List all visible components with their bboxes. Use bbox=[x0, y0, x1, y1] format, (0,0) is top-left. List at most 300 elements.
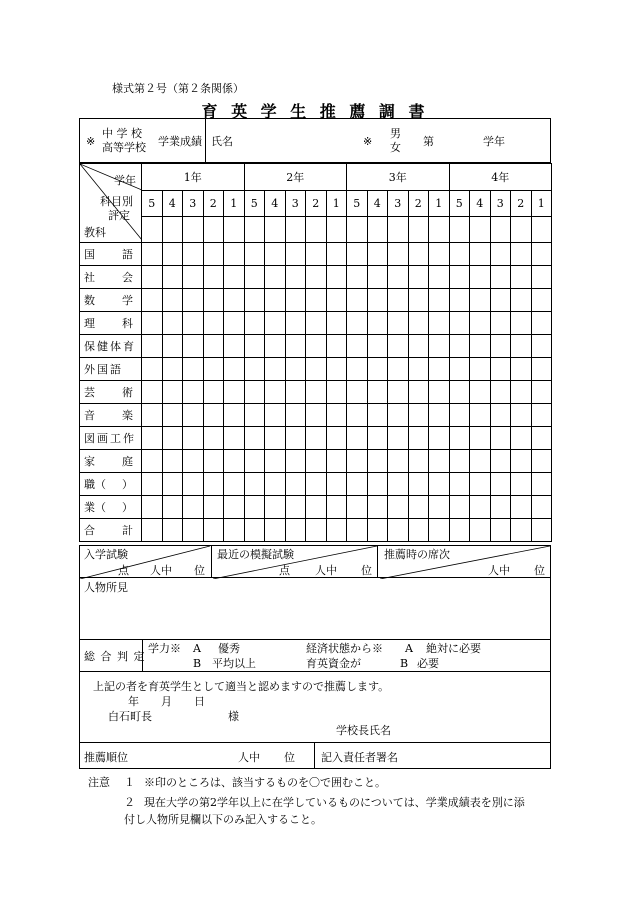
grade-cell[interactable] bbox=[388, 312, 409, 335]
grade-cell[interactable] bbox=[511, 450, 532, 473]
grade-cell[interactable] bbox=[183, 404, 204, 427]
grade-cell[interactable] bbox=[285, 217, 306, 243]
grade-cell[interactable] bbox=[347, 519, 368, 542]
grade-cell[interactable] bbox=[429, 381, 450, 404]
grade-cell[interactable] bbox=[511, 496, 532, 519]
grade-cell[interactable] bbox=[408, 427, 429, 450]
grade-cell[interactable] bbox=[470, 450, 491, 473]
grade-cell[interactable] bbox=[449, 404, 470, 427]
grade-cell[interactable] bbox=[429, 312, 450, 335]
grade-cell[interactable] bbox=[285, 450, 306, 473]
grade-cell[interactable] bbox=[244, 427, 265, 450]
grade-cell[interactable] bbox=[449, 450, 470, 473]
grade-cell[interactable] bbox=[470, 496, 491, 519]
grade-cell[interactable] bbox=[367, 243, 388, 266]
grade-cell[interactable] bbox=[285, 404, 306, 427]
grade-cell[interactable] bbox=[511, 289, 532, 312]
grade-cell[interactable] bbox=[285, 496, 306, 519]
grade-cell[interactable] bbox=[408, 217, 429, 243]
grade-cell[interactable] bbox=[142, 427, 163, 450]
grade-cell[interactable] bbox=[265, 450, 286, 473]
grade-cell[interactable] bbox=[244, 381, 265, 404]
grade-cell[interactable] bbox=[511, 427, 532, 450]
grade-cell[interactable] bbox=[265, 473, 286, 496]
grade-cell[interactable] bbox=[490, 404, 511, 427]
score-header: 5 bbox=[347, 191, 368, 217]
grade-cell[interactable] bbox=[326, 217, 347, 243]
grade-cell[interactable] bbox=[429, 427, 450, 450]
exams-row bbox=[79, 545, 551, 578]
grade-cell[interactable] bbox=[326, 381, 347, 404]
grade-cell[interactable] bbox=[449, 335, 470, 358]
date-line: 年 月 日 bbox=[128, 695, 205, 708]
grade-cell[interactable] bbox=[531, 427, 552, 450]
grade-cell[interactable] bbox=[244, 519, 265, 542]
grade-cell[interactable] bbox=[142, 404, 163, 427]
grade-cell[interactable] bbox=[265, 427, 286, 450]
grade-cell[interactable] bbox=[326, 427, 347, 450]
grade-cell[interactable] bbox=[224, 473, 245, 496]
grade-cell[interactable] bbox=[142, 243, 163, 266]
grade-cell[interactable] bbox=[388, 217, 409, 243]
grade-cell[interactable] bbox=[265, 266, 286, 289]
grade-cell[interactable] bbox=[285, 358, 306, 381]
grade-cell[interactable] bbox=[429, 358, 450, 381]
grade-cell[interactable] bbox=[203, 473, 224, 496]
grade-cell[interactable] bbox=[388, 381, 409, 404]
grade-cell[interactable] bbox=[449, 266, 470, 289]
grade-cell[interactable] bbox=[429, 289, 450, 312]
grade-cell[interactable] bbox=[306, 381, 327, 404]
grade-cell[interactable] bbox=[162, 404, 183, 427]
grade-cell[interactable] bbox=[183, 217, 204, 243]
grade-cell[interactable] bbox=[511, 473, 532, 496]
grade-cell[interactable] bbox=[347, 335, 368, 358]
grade-cell[interactable] bbox=[429, 450, 450, 473]
grade-cell[interactable] bbox=[203, 519, 224, 542]
grade-cell[interactable] bbox=[183, 473, 204, 496]
grade-cell[interactable] bbox=[347, 217, 368, 243]
grade-cell[interactable] bbox=[265, 404, 286, 427]
grade-cell[interactable] bbox=[531, 381, 552, 404]
grade-cell[interactable] bbox=[408, 243, 429, 266]
grade-cell[interactable] bbox=[367, 519, 388, 542]
score-header: 5 bbox=[142, 191, 163, 217]
grade-cell[interactable] bbox=[162, 289, 183, 312]
grade-cell[interactable] bbox=[285, 335, 306, 358]
grade-cell[interactable] bbox=[531, 450, 552, 473]
grade-cell[interactable] bbox=[531, 358, 552, 381]
grade-cell[interactable] bbox=[449, 289, 470, 312]
grade-cell[interactable] bbox=[306, 312, 327, 335]
grade-cell[interactable] bbox=[449, 519, 470, 542]
grade-cell[interactable] bbox=[408, 266, 429, 289]
grade-cell[interactable] bbox=[265, 217, 286, 243]
grade-cell[interactable] bbox=[224, 427, 245, 450]
grade-cell[interactable] bbox=[203, 312, 224, 335]
grade-cell[interactable] bbox=[224, 266, 245, 289]
grade-cell[interactable] bbox=[183, 266, 204, 289]
grade-cell[interactable] bbox=[490, 519, 511, 542]
grade-cell[interactable] bbox=[183, 358, 204, 381]
grade-cell[interactable] bbox=[306, 427, 327, 450]
grade-cell[interactable] bbox=[224, 289, 245, 312]
note-1-number: １ bbox=[124, 776, 135, 789]
grade-cell[interactable] bbox=[244, 335, 265, 358]
grade-cell[interactable] bbox=[470, 266, 491, 289]
grade-cell[interactable] bbox=[203, 243, 224, 266]
grade-cell[interactable] bbox=[142, 335, 163, 358]
place-label: 位 bbox=[361, 564, 372, 577]
grade-cell[interactable] bbox=[347, 427, 368, 450]
grade-cell[interactable] bbox=[306, 404, 327, 427]
grade-cell[interactable] bbox=[265, 381, 286, 404]
grade-cell[interactable] bbox=[162, 450, 183, 473]
grade-cell[interactable] bbox=[142, 473, 163, 496]
grade-cell[interactable] bbox=[470, 427, 491, 450]
grade-cell[interactable] bbox=[183, 312, 204, 335]
grade-cell[interactable] bbox=[347, 243, 368, 266]
grade-cell[interactable] bbox=[470, 335, 491, 358]
grade-cell[interactable] bbox=[203, 358, 224, 381]
grade-cell[interactable] bbox=[490, 312, 511, 335]
grade-cell[interactable] bbox=[306, 335, 327, 358]
grade-cell[interactable] bbox=[449, 496, 470, 519]
grade-cell[interactable] bbox=[388, 335, 409, 358]
grade-cell[interactable] bbox=[224, 450, 245, 473]
grade-cell[interactable] bbox=[388, 404, 409, 427]
grade-cell[interactable] bbox=[408, 450, 429, 473]
grade-cell[interactable] bbox=[326, 358, 347, 381]
grade-cell[interactable] bbox=[531, 312, 552, 335]
order-label: 推薦順位 bbox=[84, 751, 128, 764]
grade-cell[interactable] bbox=[347, 312, 368, 335]
grade-cell[interactable] bbox=[408, 473, 429, 496]
grade-cell[interactable] bbox=[326, 243, 347, 266]
grade-cell[interactable] bbox=[490, 217, 511, 243]
grade-cell[interactable] bbox=[347, 381, 368, 404]
grade-cell[interactable] bbox=[265, 519, 286, 542]
grade-cell[interactable] bbox=[183, 450, 204, 473]
grade-cell[interactable] bbox=[265, 496, 286, 519]
grade-cell[interactable] bbox=[285, 381, 306, 404]
grade-cell[interactable] bbox=[162, 335, 183, 358]
grade-cell[interactable] bbox=[429, 335, 450, 358]
grade-cell[interactable] bbox=[490, 427, 511, 450]
grade-cell[interactable] bbox=[203, 289, 224, 312]
grade-cell[interactable] bbox=[224, 243, 245, 266]
grade-cell[interactable] bbox=[285, 243, 306, 266]
grade-cell[interactable] bbox=[367, 289, 388, 312]
grade-cell[interactable] bbox=[367, 427, 388, 450]
grade-cell[interactable] bbox=[306, 243, 327, 266]
grade-cell[interactable] bbox=[142, 217, 163, 243]
grade-cell[interactable] bbox=[265, 335, 286, 358]
grade-cell[interactable] bbox=[388, 358, 409, 381]
grade-cell[interactable] bbox=[531, 473, 552, 496]
grade-cell[interactable] bbox=[162, 312, 183, 335]
grade-cell[interactable] bbox=[367, 217, 388, 243]
subject-part: 外国語 bbox=[84, 363, 123, 376]
grade-cell[interactable] bbox=[183, 519, 204, 542]
grade-cell[interactable] bbox=[306, 217, 327, 243]
grade-cell[interactable] bbox=[203, 381, 224, 404]
grade-cell[interactable] bbox=[244, 496, 265, 519]
grade-cell[interactable] bbox=[429, 496, 450, 519]
grade-cell[interactable] bbox=[265, 358, 286, 381]
grade-cell[interactable] bbox=[306, 289, 327, 312]
score-header: 4 bbox=[470, 191, 491, 217]
grade-cell[interactable] bbox=[531, 217, 552, 243]
grade-cell[interactable] bbox=[531, 243, 552, 266]
grade-cell[interactable] bbox=[490, 266, 511, 289]
grade-cell[interactable] bbox=[244, 217, 265, 243]
grade-cell[interactable] bbox=[142, 519, 163, 542]
grade-cell[interactable] bbox=[511, 243, 532, 266]
grade-cell[interactable] bbox=[511, 335, 532, 358]
grade-cell[interactable] bbox=[470, 289, 491, 312]
grade-cell[interactable] bbox=[511, 519, 532, 542]
grade-cell[interactable] bbox=[490, 335, 511, 358]
grade-cell[interactable] bbox=[531, 289, 552, 312]
grade-cell[interactable] bbox=[470, 519, 491, 542]
grade-cell[interactable] bbox=[244, 266, 265, 289]
grade-cell[interactable] bbox=[203, 404, 224, 427]
grade-cell[interactable] bbox=[285, 427, 306, 450]
grade-cell[interactable] bbox=[429, 243, 450, 266]
grade-cell[interactable] bbox=[285, 312, 306, 335]
grade-cell[interactable] bbox=[408, 381, 429, 404]
grade-cell[interactable] bbox=[183, 496, 204, 519]
grade-cell[interactable] bbox=[183, 335, 204, 358]
grade-cell[interactable] bbox=[244, 450, 265, 473]
grade-cell[interactable] bbox=[511, 381, 532, 404]
grade-cell[interactable] bbox=[162, 266, 183, 289]
grade-cell[interactable] bbox=[347, 450, 368, 473]
grade-cell[interactable] bbox=[408, 358, 429, 381]
grade-cell[interactable] bbox=[306, 266, 327, 289]
sama-label: 様 bbox=[228, 710, 239, 723]
grade-cell[interactable] bbox=[162, 427, 183, 450]
grade-cell[interactable] bbox=[224, 496, 245, 519]
grade-cell[interactable] bbox=[531, 519, 552, 542]
grade-cell[interactable] bbox=[367, 312, 388, 335]
grade-cell[interactable] bbox=[183, 427, 204, 450]
grade-cell[interactable] bbox=[142, 496, 163, 519]
grade-cell[interactable] bbox=[244, 289, 265, 312]
grade-cell[interactable] bbox=[367, 450, 388, 473]
grade-cell[interactable] bbox=[244, 243, 265, 266]
grade-cell[interactable] bbox=[162, 473, 183, 496]
grade-cell[interactable] bbox=[326, 312, 347, 335]
grade-cell[interactable] bbox=[326, 335, 347, 358]
subject-row bbox=[80, 427, 552, 450]
grade-cell[interactable] bbox=[388, 450, 409, 473]
grade-cell[interactable] bbox=[470, 473, 491, 496]
grade-cell[interactable] bbox=[408, 289, 429, 312]
grade-cell[interactable] bbox=[265, 312, 286, 335]
grade-cell[interactable] bbox=[449, 217, 470, 243]
scholarship-label: 育英資金が bbox=[306, 657, 361, 670]
grade-cell[interactable] bbox=[490, 289, 511, 312]
subject-name bbox=[80, 289, 142, 312]
grade-cell[interactable] bbox=[224, 381, 245, 404]
grade-cell[interactable] bbox=[265, 289, 286, 312]
grade-cell[interactable] bbox=[388, 427, 409, 450]
grade-cell[interactable] bbox=[470, 381, 491, 404]
grade-cell[interactable] bbox=[183, 381, 204, 404]
score-header: 4 bbox=[162, 191, 183, 217]
grade-cell[interactable] bbox=[306, 473, 327, 496]
grade-cell[interactable] bbox=[470, 243, 491, 266]
grade-cell[interactable] bbox=[306, 496, 327, 519]
grade-cell[interactable] bbox=[449, 381, 470, 404]
grade-cell[interactable] bbox=[244, 473, 265, 496]
grade-cell[interactable] bbox=[490, 243, 511, 266]
grade-cell[interactable] bbox=[203, 335, 224, 358]
subject-part: 理 bbox=[84, 317, 95, 330]
grade-cell[interactable] bbox=[388, 473, 409, 496]
grade-cell[interactable] bbox=[285, 266, 306, 289]
grade-cell[interactable] bbox=[347, 404, 368, 427]
grade-cell[interactable] bbox=[347, 496, 368, 519]
grade-cell[interactable] bbox=[347, 473, 368, 496]
grade-cell[interactable] bbox=[429, 519, 450, 542]
grade-cell[interactable] bbox=[470, 217, 491, 243]
grade-cell[interactable] bbox=[183, 289, 204, 312]
grade-cell[interactable] bbox=[326, 266, 347, 289]
grade-cell[interactable] bbox=[408, 496, 429, 519]
grade-cell[interactable] bbox=[408, 404, 429, 427]
grade-cell[interactable] bbox=[511, 217, 532, 243]
grade-cell[interactable] bbox=[162, 358, 183, 381]
grade-cell[interactable] bbox=[244, 358, 265, 381]
grade-cell[interactable] bbox=[224, 358, 245, 381]
grade-cell[interactable] bbox=[367, 473, 388, 496]
grade-cell[interactable] bbox=[490, 450, 511, 473]
grade-cell[interactable] bbox=[490, 473, 511, 496]
grade-cell[interactable] bbox=[142, 266, 163, 289]
grade-cell[interactable] bbox=[162, 381, 183, 404]
grade-cell[interactable] bbox=[203, 217, 224, 243]
grade-cell[interactable] bbox=[449, 243, 470, 266]
grade-cell[interactable] bbox=[511, 404, 532, 427]
divider bbox=[314, 743, 315, 768]
grade-cell[interactable] bbox=[326, 473, 347, 496]
grade-cell[interactable] bbox=[470, 358, 491, 381]
grade-cell[interactable] bbox=[531, 496, 552, 519]
grade-cell[interactable] bbox=[326, 496, 347, 519]
grade-cell[interactable] bbox=[388, 496, 409, 519]
grade-cell[interactable] bbox=[347, 266, 368, 289]
grade-cell[interactable] bbox=[306, 450, 327, 473]
grade-cell[interactable] bbox=[367, 404, 388, 427]
grade-cell[interactable] bbox=[511, 266, 532, 289]
grade-cell[interactable] bbox=[490, 358, 511, 381]
subject-row bbox=[80, 381, 552, 404]
grade-cell[interactable] bbox=[408, 312, 429, 335]
grade-cell[interactable] bbox=[203, 450, 224, 473]
grade-cell[interactable] bbox=[183, 243, 204, 266]
grade-cell[interactable] bbox=[470, 404, 491, 427]
grade-cell[interactable] bbox=[490, 496, 511, 519]
grade-cell[interactable] bbox=[347, 358, 368, 381]
grade-cell[interactable] bbox=[388, 243, 409, 266]
grade-cell[interactable] bbox=[244, 312, 265, 335]
grade-cell[interactable] bbox=[326, 519, 347, 542]
grade-cell[interactable] bbox=[306, 358, 327, 381]
grade-cell[interactable] bbox=[429, 473, 450, 496]
grade-cell[interactable] bbox=[470, 312, 491, 335]
grade-cell[interactable] bbox=[162, 496, 183, 519]
grade-cell[interactable] bbox=[162, 243, 183, 266]
grade-cell[interactable] bbox=[285, 519, 306, 542]
score-header: 2 bbox=[306, 191, 327, 217]
grade-cell[interactable] bbox=[449, 473, 470, 496]
grade-cell[interactable] bbox=[162, 519, 183, 542]
grade-cell[interactable] bbox=[224, 312, 245, 335]
grade-cell[interactable] bbox=[429, 404, 450, 427]
grade-cell[interactable] bbox=[388, 289, 409, 312]
grade-cell[interactable] bbox=[531, 404, 552, 427]
grade-cell[interactable] bbox=[449, 427, 470, 450]
grade-cell[interactable] bbox=[511, 358, 532, 381]
grade-cell[interactable] bbox=[142, 381, 163, 404]
grade-cell[interactable] bbox=[367, 496, 388, 519]
grade-cell[interactable] bbox=[449, 358, 470, 381]
grade-cell[interactable] bbox=[142, 289, 163, 312]
grade-cell[interactable] bbox=[162, 217, 183, 243]
grade-cell[interactable] bbox=[142, 450, 163, 473]
grade-cell[interactable] bbox=[367, 381, 388, 404]
grade-cell[interactable] bbox=[142, 358, 163, 381]
grade-cell[interactable] bbox=[429, 217, 450, 243]
grade-cell[interactable] bbox=[531, 335, 552, 358]
grade-cell[interactable] bbox=[490, 381, 511, 404]
grade-cell[interactable] bbox=[367, 358, 388, 381]
grade-cell[interactable] bbox=[429, 266, 450, 289]
score-header-row bbox=[80, 191, 552, 217]
subject-name bbox=[80, 496, 142, 519]
grade-cell[interactable] bbox=[224, 335, 245, 358]
grade-cell[interactable] bbox=[224, 519, 245, 542]
grade-cell[interactable] bbox=[326, 404, 347, 427]
grade-cell[interactable] bbox=[408, 335, 429, 358]
grade-cell[interactable] bbox=[285, 473, 306, 496]
grade-cell[interactable] bbox=[511, 312, 532, 335]
grade-cell[interactable] bbox=[388, 266, 409, 289]
grade-cell[interactable] bbox=[224, 404, 245, 427]
grade-cell[interactable] bbox=[531, 266, 552, 289]
grade-cell[interactable] bbox=[265, 243, 286, 266]
grade-cell[interactable] bbox=[203, 266, 224, 289]
grade-cell[interactable] bbox=[326, 450, 347, 473]
grade-cell[interactable] bbox=[367, 335, 388, 358]
grade-cell[interactable] bbox=[306, 519, 327, 542]
grade-cell[interactable] bbox=[142, 312, 163, 335]
grade-cell[interactable] bbox=[285, 289, 306, 312]
grade-cell[interactable] bbox=[408, 519, 429, 542]
grade-cell[interactable] bbox=[388, 519, 409, 542]
grade-cell[interactable] bbox=[449, 312, 470, 335]
grade-cell[interactable] bbox=[244, 404, 265, 427]
grade-cell[interactable] bbox=[347, 289, 368, 312]
grade-cell[interactable] bbox=[224, 217, 245, 243]
grade-cell[interactable] bbox=[203, 496, 224, 519]
grade-cell[interactable] bbox=[367, 266, 388, 289]
grade-cell[interactable] bbox=[326, 289, 347, 312]
grade-cell[interactable] bbox=[203, 427, 224, 450]
